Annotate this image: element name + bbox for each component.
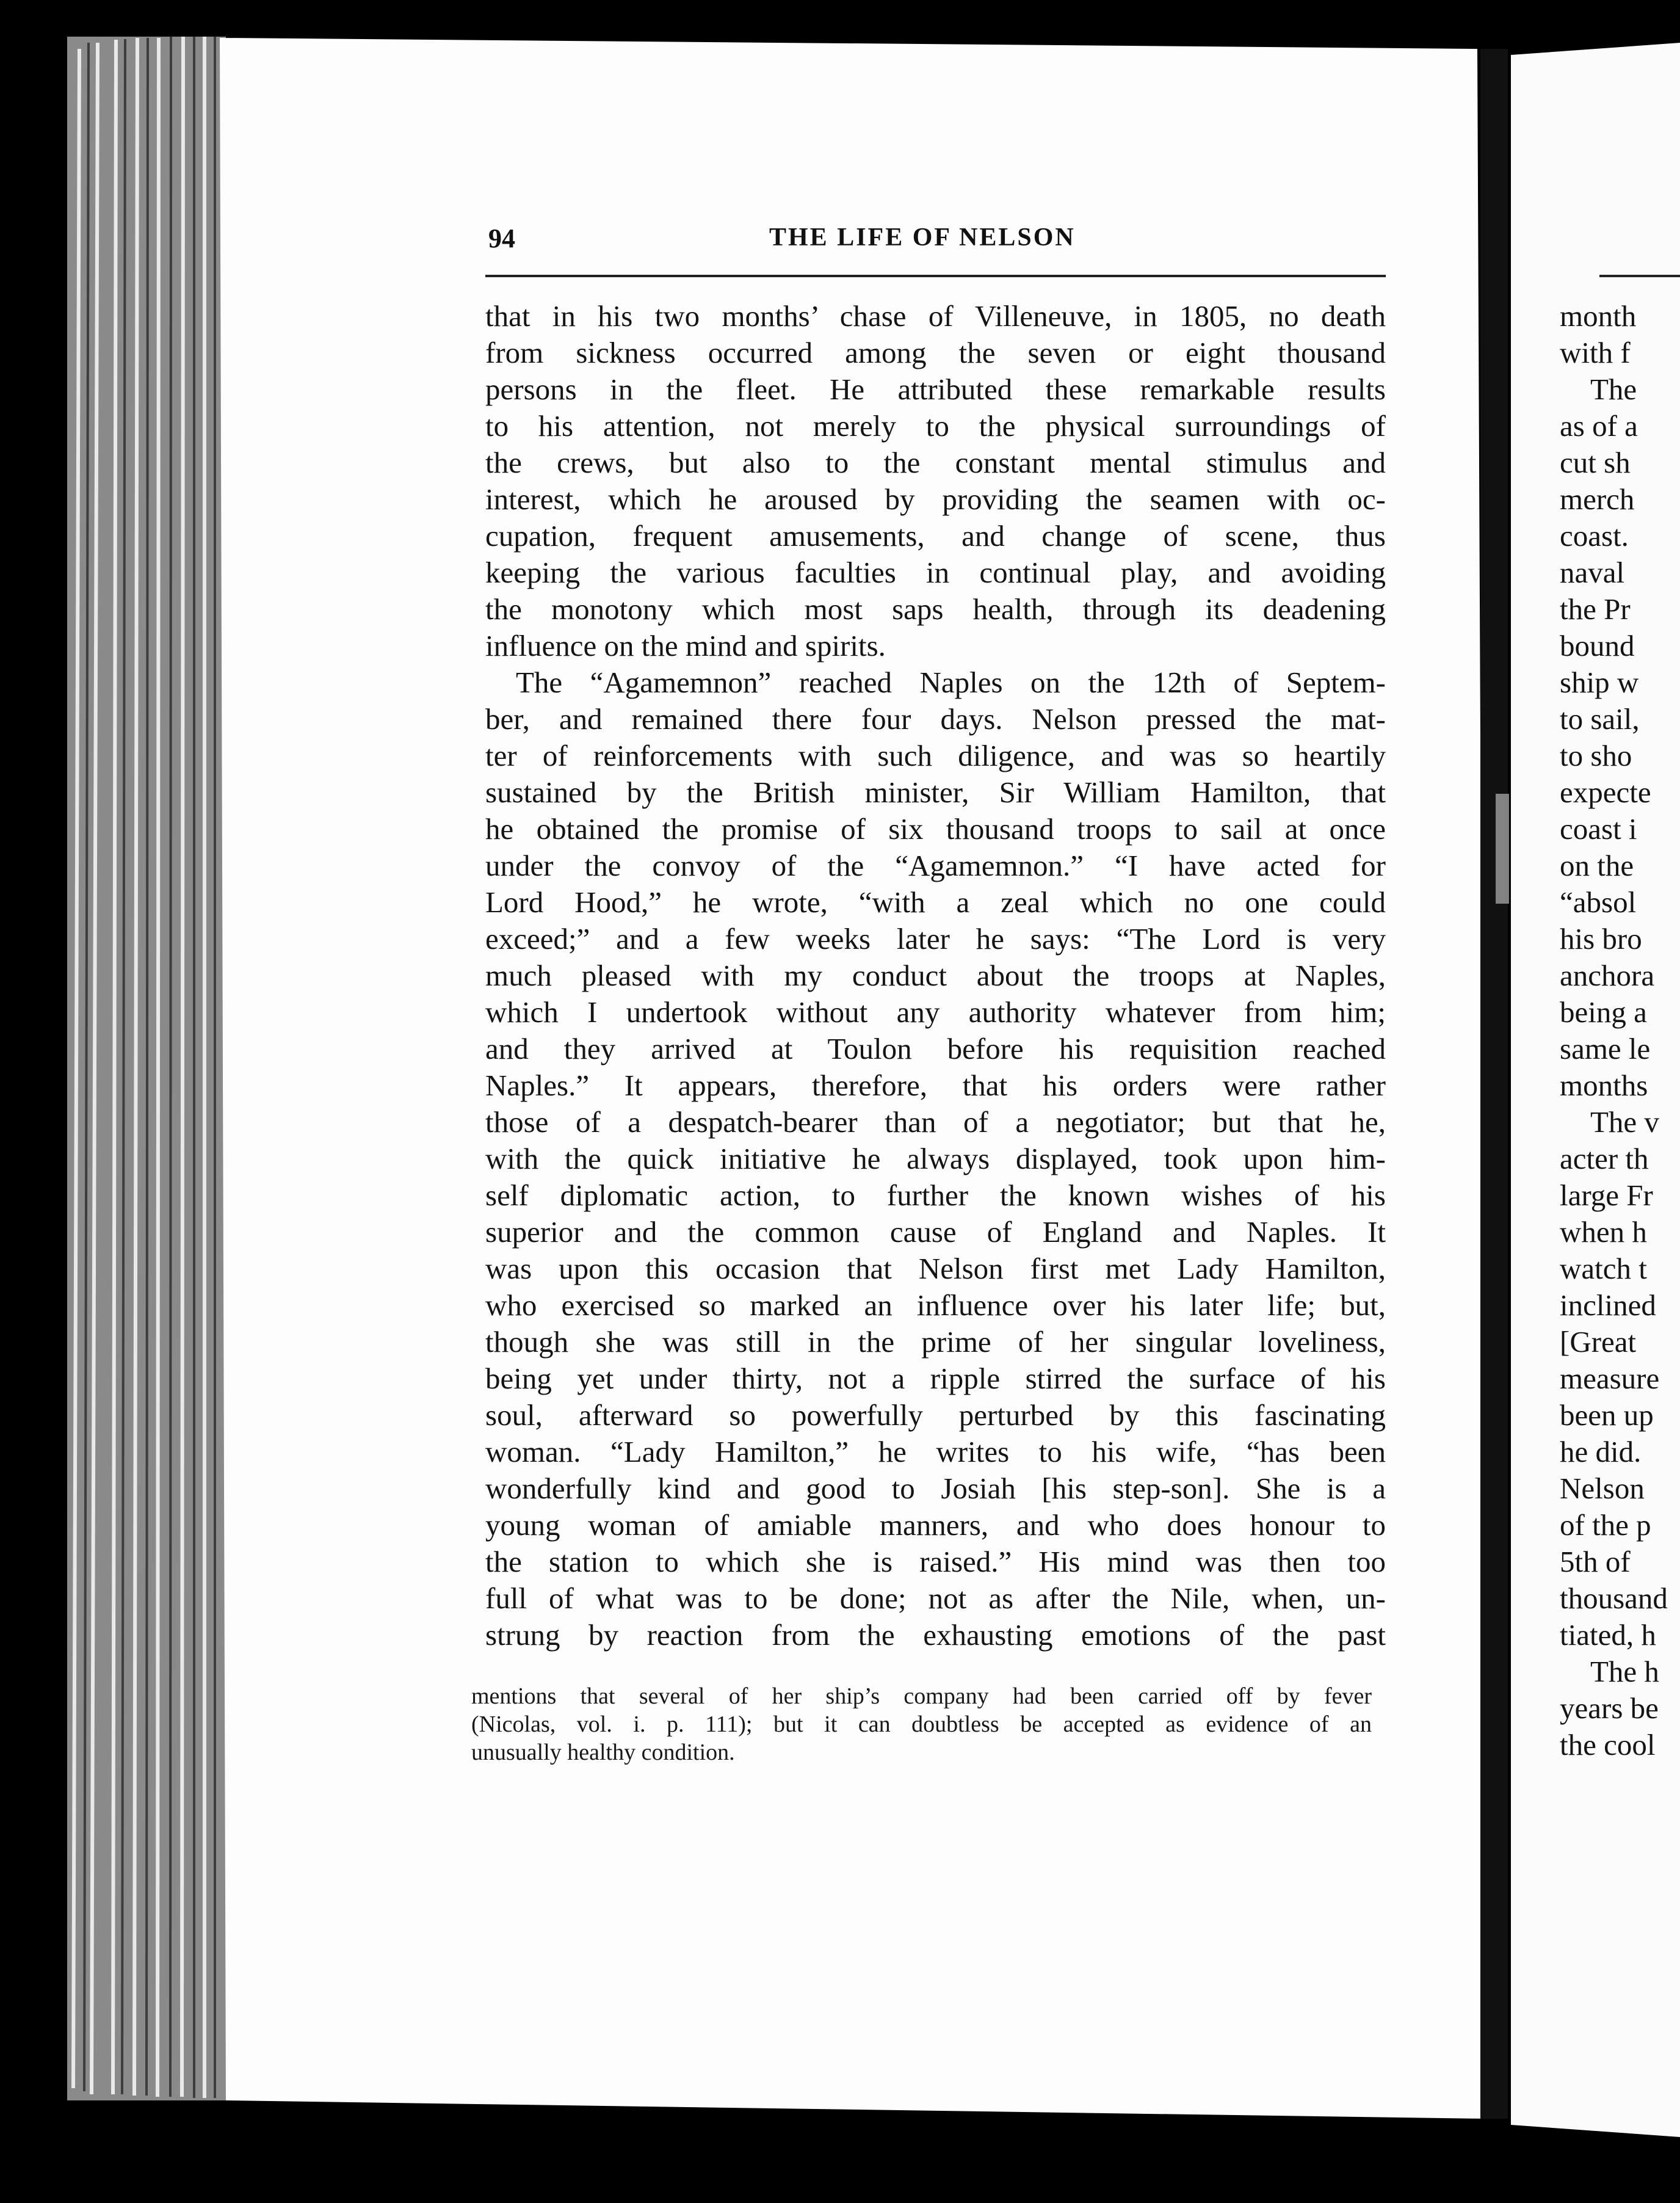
- text-line: was upon this occasion that Nelson first met Lady Hamilton,: [485, 1252, 1386, 1285]
- running-head-title: THE LIFE OF NELSON: [769, 223, 1076, 252]
- right-text-line: acter th: [1560, 1142, 1649, 1175]
- page-number: 94: [488, 223, 515, 253]
- text-line: though she was still in the prime of her singular loveliness,: [485, 1325, 1386, 1359]
- running-header: [488, 223, 1386, 259]
- gutter-shadow: [1480, 49, 1508, 2119]
- text-line: wonderfully kind and good to Josiah [his step-son]. She is a: [485, 1472, 1386, 1505]
- text-line: sustained by the British minister, Sir William Hamilton, that: [485, 775, 1386, 809]
- right-text-line: to sail,: [1560, 702, 1640, 736]
- text-line: and they arrived at Toulon before his requisition reached: [485, 1032, 1386, 1065]
- right-text-line: the Pr: [1560, 592, 1631, 626]
- text-line: Lord Hood,” he wrote, “with a zeal which no one could: [485, 885, 1386, 919]
- footnote-line: (Nicolas, vol. i. p. 111); but it can doubtless be accepted as evidence of an: [471, 1711, 1372, 1737]
- right-page-text: [1560, 298, 1680, 1763]
- right-text-line: Nelson: [1560, 1472, 1645, 1505]
- right-text-line: coast i: [1560, 812, 1637, 846]
- text-line: cupation, frequent amusements, and change of scene, thus: [485, 519, 1386, 553]
- text-line: to his attention, not merely to the physical surroundings of: [485, 409, 1386, 443]
- right-text-line: “absol: [1560, 885, 1637, 919]
- footnote-line: mentions that several of her ship’s company had been carried off by fever: [471, 1683, 1372, 1709]
- right-text-line: inclined: [1560, 1288, 1656, 1322]
- text-line: he obtained the promise of six thousand troops to sail at once: [485, 812, 1386, 846]
- right-text-line: his bro: [1560, 922, 1642, 956]
- right-text-line: watch t: [1560, 1252, 1647, 1285]
- right-text-line: bound: [1560, 629, 1635, 662]
- text-line: keeping the various faculties in continual play, and avoiding: [485, 556, 1386, 589]
- text-line: under the convoy of the “Agamemnon.” “I have acted for: [485, 849, 1386, 882]
- right-text-line: anchora: [1560, 959, 1655, 992]
- right-text-line: as of a: [1560, 409, 1638, 443]
- right-text-line: when h: [1560, 1215, 1647, 1249]
- text-line: young woman of amiable manners, and who does honour to: [485, 1508, 1386, 1542]
- right-text-line: been up: [1560, 1398, 1654, 1432]
- text-line: which I undertook without any authority whatever from him;: [485, 995, 1386, 1029]
- header-rule: [485, 275, 1386, 277]
- right-text-line: thousand: [1560, 1581, 1668, 1615]
- text-line: the monotony which most saps health, through its deadening: [485, 592, 1386, 626]
- right-text-line: he did.: [1560, 1435, 1642, 1468]
- text-line: exceed;” and a few weeks later he says: “The Lord is very: [485, 922, 1386, 956]
- text-line: interest, which he aroused by providing the seamen with oc-: [485, 482, 1386, 516]
- right-text-line: The h: [1590, 1655, 1659, 1688]
- right-text-line: on the: [1560, 849, 1634, 882]
- text-line: that in his two months’ chase of Villeneuve, in 1805, no death: [485, 299, 1386, 333]
- right-text-line: The v: [1590, 1105, 1659, 1139]
- text-line: persons in the fleet. He attributed these remarkable results: [485, 372, 1386, 406]
- right-text-line: large Fr: [1560, 1178, 1653, 1212]
- right-text-line: months: [1560, 1069, 1648, 1102]
- right-text-line: with f: [1560, 336, 1631, 369]
- right-text-line: same le: [1560, 1032, 1651, 1065]
- text-line: woman. “Lady Hamilton,” he writes to his wife, “has been: [485, 1435, 1386, 1468]
- text-line: full of what was to be done; not as after the Nile, when, un-: [485, 1581, 1386, 1615]
- right-text-line: tiated, h: [1560, 1618, 1656, 1652]
- text-line: self diplomatic action, to further the known wishes of his: [485, 1178, 1386, 1212]
- right-text-line: cut sh: [1560, 446, 1631, 479]
- text-line: ter of reinforcements with such diligence, and was so heartily: [485, 739, 1386, 772]
- text-line: ber, and remained there four days. Nelson pressed the mat-: [485, 702, 1386, 736]
- right-text-line: merch: [1560, 482, 1635, 516]
- right-text-line: naval: [1560, 556, 1625, 589]
- text-line: superior and the common cause of England and Naples. It: [485, 1215, 1386, 1249]
- text-line: those of a despatch-bearer than of a negotiator; but that he,: [485, 1105, 1386, 1139]
- footnote-line: unusually healthy condition.: [471, 1740, 735, 1765]
- text-line: much pleased with my conduct about the troops at Naples,: [485, 959, 1386, 992]
- right-text-line: years be: [1560, 1691, 1659, 1725]
- right-text-line: The: [1590, 372, 1637, 406]
- right-text-line: to sho: [1560, 739, 1632, 772]
- right-text-line: measure: [1560, 1362, 1660, 1395]
- text-line: the station to which she is raised.” His mind was then too: [485, 1545, 1386, 1578]
- right-text-line: [Great: [1560, 1325, 1637, 1359]
- text-line: strung by reaction from the exhausting emotions of the past: [485, 1618, 1386, 1652]
- right-text-line: ship w: [1560, 666, 1639, 699]
- text-line: who exercised so marked an influence over his later life; but,: [485, 1288, 1386, 1322]
- right-text-line: being a: [1560, 995, 1647, 1029]
- text-line: The “Agamemnon” reached Naples on the 12th of Septem-: [516, 666, 1386, 699]
- right-page-header-rule: [1599, 275, 1680, 277]
- right-text-line: coast.: [1560, 519, 1629, 553]
- text-line: the crews, but also to the constant mental stimulus and: [485, 446, 1386, 479]
- right-text-line: the cool: [1560, 1728, 1656, 1762]
- right-text-line: of the p: [1560, 1508, 1651, 1542]
- text-line: from sickness occurred among the seven or eight thousand: [485, 336, 1386, 369]
- text-line: with the quick initiative he always displayed, took upon him-: [485, 1142, 1386, 1175]
- footnote: [471, 1682, 1372, 1766]
- text-line: influence on the mind and spirits.: [485, 629, 886, 662]
- right-text-line: month: [1560, 299, 1637, 333]
- text-line: Naples.” It appears, therefore, that his orders were rather: [485, 1069, 1386, 1102]
- right-text-line: expecte: [1560, 775, 1651, 809]
- right-text-line: 5th of: [1560, 1545, 1631, 1578]
- text-line: soul, afterward so powerfully perturbed by this fascinating: [485, 1398, 1386, 1432]
- text-line: being yet under thirty, not a ripple stirred the surface of his: [485, 1362, 1386, 1395]
- body-text: [485, 298, 1386, 1653]
